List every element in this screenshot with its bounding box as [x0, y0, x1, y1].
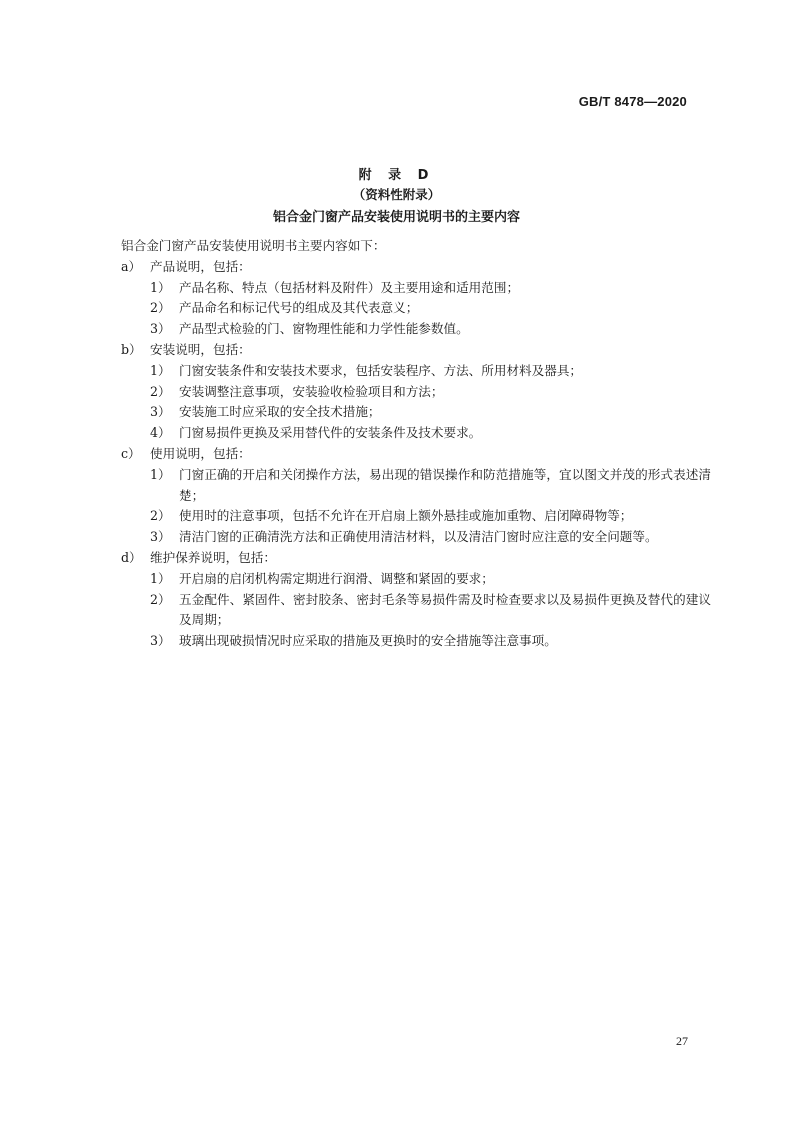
section-d	[121, 548, 711, 652]
list-item	[121, 569, 711, 590]
item-text: 门窗正确的开启和关闭操作方法，易出现的错误操作和防范措施等，宜以图文并茂的形式表述清楚；	[179, 466, 711, 503]
section-title	[121, 340, 711, 361]
appendix-title: 铝合金门窗产品安装使用说明书的主要内容	[272, 210, 520, 225]
item-number: 1）	[150, 362, 171, 378]
item-number: 3）	[150, 633, 171, 649]
list-item	[121, 382, 711, 403]
item-number: 2）	[150, 591, 171, 607]
item-text: 清洁门窗的正确清洗方法和正确使用清洁材料，以及清洁门窗时应注意的安全问题等。	[179, 529, 658, 545]
section-title-text: 安装说明，包括：	[150, 341, 251, 357]
item-text: 开启扇的启闭机构需定期进行润滑、调整和紧固的要求；	[179, 570, 494, 586]
item-text: 门窗易损件更换及采用替代件的安装条件及技术要求。	[179, 425, 482, 441]
item-number: 1）	[150, 279, 171, 295]
section-c	[121, 444, 711, 548]
standard-id: GB/T 8478—2020	[578, 94, 687, 109]
item-number: 2）	[150, 383, 171, 399]
item-number: 3）	[150, 529, 171, 545]
list-item	[121, 278, 711, 299]
section-title-text: 产品说明，包括：	[150, 258, 251, 274]
appendix-type: （资料性附录）	[352, 187, 441, 202]
document-body	[121, 236, 711, 652]
item-number: 2）	[150, 300, 171, 316]
intro-paragraph: 铝合金门窗产品安装使用说明书主要内容如下：	[121, 238, 386, 253]
item-text: 玻璃出现破损情况时应采取的措施及更换时的安全措施等注意事项。	[179, 633, 557, 649]
section-a	[121, 257, 711, 340]
item-number: 4）	[150, 425, 171, 441]
item-number: 1）	[150, 570, 171, 586]
section-title	[121, 257, 711, 278]
list-item	[121, 506, 711, 527]
list-item	[121, 465, 711, 507]
item-text: 使用时的注意事项，包括不允许在开启扇上额外悬挂或施加重物、启闭障碍物等；	[179, 508, 633, 524]
page-number: 27	[676, 1034, 688, 1048]
item-text: 门窗安装条件和安装技术要求，包括安装程序、方法、所用材料及器具；	[179, 362, 582, 378]
list-item	[121, 527, 711, 548]
item-number: 3）	[150, 404, 171, 420]
item-number: 2）	[150, 508, 171, 524]
list-item	[121, 590, 711, 632]
item-text: 安装调整注意事项，安装验收检验项目和方法；	[179, 383, 444, 399]
section-b	[121, 340, 711, 444]
section-title	[121, 548, 711, 569]
item-number: 3）	[150, 321, 171, 337]
item-text: 产品命名和标记代号的组成及其代表意义；	[179, 300, 419, 316]
section-label: d）	[121, 549, 142, 565]
section-title	[121, 444, 711, 465]
section-title-text: 使用说明，包括：	[150, 445, 251, 461]
list-item	[121, 298, 711, 319]
item-text: 安装施工时应采取的安全技术措施；	[179, 404, 381, 420]
section-label: c）	[121, 445, 141, 461]
section-label: a）	[121, 258, 142, 274]
item-text: 产品型式检验的门、窗物理性能和力学性能参数值。	[179, 321, 469, 337]
section-label: b）	[121, 341, 142, 357]
list-item	[121, 361, 711, 382]
list-item	[121, 402, 711, 423]
item-text: 五金配件、紧固件、密封胶条、密封毛条等易损件需及时检查要求以及易损件更换及替代的建议及周期；	[179, 591, 711, 628]
item-text: 产品名称、特点（包括材料及附件）及主要用途和适用范围；	[179, 279, 520, 295]
section-title-text: 维护保养说明，包括：	[150, 549, 276, 565]
list-item	[121, 423, 711, 444]
item-number: 1）	[150, 466, 171, 482]
list-item	[121, 319, 711, 340]
appendix-number: 附 录 D	[358, 168, 435, 183]
list-item	[121, 631, 711, 652]
